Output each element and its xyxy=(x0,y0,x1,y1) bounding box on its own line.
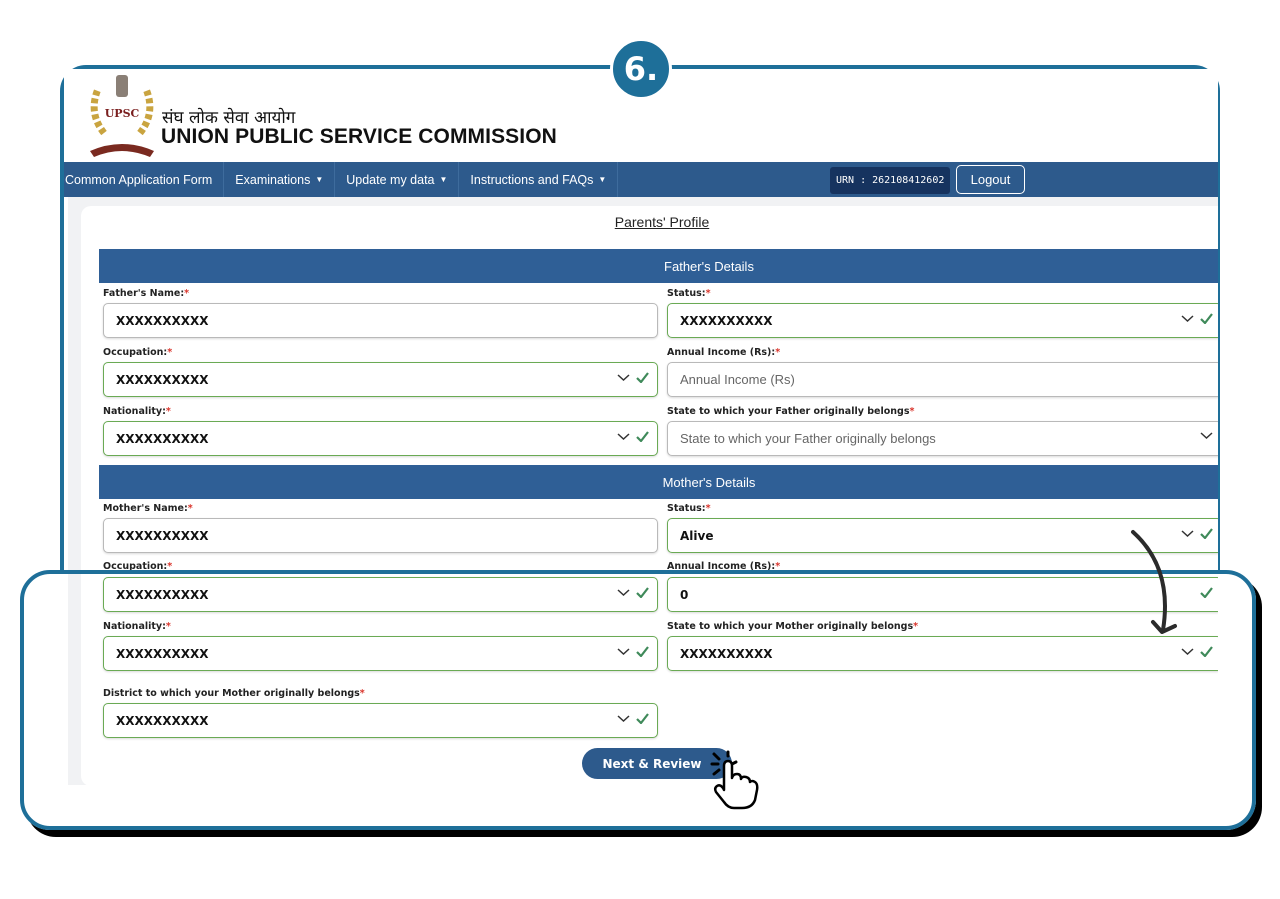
chevron-down-icon xyxy=(617,588,630,597)
father-details-heading: Father's Details xyxy=(99,249,1218,283)
upsc-page xyxy=(64,69,1218,785)
mother-status-select[interactable]: Alive xyxy=(667,518,1218,553)
chevron-down-icon xyxy=(617,647,630,656)
father-occupation-select[interactable]: XXXXXXXXXX xyxy=(103,362,658,397)
mother-status-label: Status:* xyxy=(667,503,711,514)
main-navbar xyxy=(64,162,1218,197)
upsc-emblem-logo xyxy=(84,73,160,161)
step-number-badge: 6. xyxy=(610,38,672,100)
logout-button[interactable]: Logout xyxy=(956,165,1025,194)
valid-check-icon xyxy=(1200,587,1213,598)
mother-occupation-label: Occupation:* xyxy=(103,561,173,572)
father-nationality-label: Nationality:* xyxy=(103,406,171,417)
urn-badge: URN : 262108412602 xyxy=(830,167,950,194)
valid-check-icon xyxy=(1200,646,1213,657)
mother-annual-income-input[interactable]: 0 xyxy=(667,577,1218,612)
pointer-hand-icon xyxy=(706,750,762,812)
mother-state-label: State to which your Mother originally belongs* xyxy=(667,621,919,632)
nav-examinations[interactable]: Examinations ▼ xyxy=(224,162,335,197)
chevron-down-icon xyxy=(617,714,630,723)
nav-instructions-faqs[interactable]: Instructions and FAQs ▼ xyxy=(459,162,618,197)
valid-check-icon xyxy=(1200,528,1213,539)
valid-check-icon xyxy=(1200,313,1213,324)
mother-nationality-label: Nationality:* xyxy=(103,621,171,632)
valid-check-icon xyxy=(636,372,649,383)
parents-profile-title: Parents' Profile xyxy=(614,214,710,230)
caret-down-icon: ▼ xyxy=(598,175,607,184)
mother-name-input[interactable]: XXXXXXXXXX xyxy=(103,518,658,553)
chevron-down-icon xyxy=(1200,431,1213,440)
father-nationality-select[interactable]: XXXXXXXXXX xyxy=(103,421,658,456)
mother-state-select[interactable]: XXXXXXXXXX xyxy=(667,636,1218,671)
father-name-label: Father's Name:* xyxy=(103,288,190,299)
mother-district-label: District to which your Mother originally belongs* xyxy=(103,688,365,699)
chevron-down-icon xyxy=(617,373,630,382)
caret-down-icon: ▼ xyxy=(439,175,448,184)
father-income-label: Annual Income (Rs):* xyxy=(667,347,781,358)
father-annual-income-input[interactable]: Annual Income (Rs) xyxy=(667,362,1218,397)
hindi-org-name: संघ लोक सेवा आयोग xyxy=(162,108,296,128)
mother-district-select[interactable]: XXXXXXXXXX xyxy=(103,703,658,738)
nav-update-my-data[interactable]: Update my data ▼ xyxy=(335,162,459,197)
curved-arrow-annotation xyxy=(1125,528,1185,643)
father-status-select[interactable]: XXXXXXXXXX xyxy=(667,303,1218,338)
english-org-name: UNION PUBLIC SERVICE COMMISSION xyxy=(161,125,557,148)
father-status-label: Status:* xyxy=(667,288,711,299)
mother-details-heading: Mother's Details xyxy=(99,465,1218,499)
father-name-input[interactable]: XXXXXXXXXX xyxy=(103,303,658,338)
valid-check-icon xyxy=(636,646,649,657)
valid-check-icon xyxy=(636,713,649,724)
next-review-button[interactable]: Next & Review xyxy=(582,748,732,779)
father-occupation-label: Occupation:* xyxy=(103,347,173,358)
mother-name-label: Mother's Name:* xyxy=(103,503,193,514)
valid-check-icon xyxy=(636,587,649,598)
father-state-label: State to which your Father originally belongs* xyxy=(667,406,915,417)
nav-common-application-form[interactable]: Common Application Form xyxy=(64,162,224,197)
chevron-down-icon xyxy=(1181,647,1194,656)
mother-nationality-select[interactable]: XXXXXXXXXX xyxy=(103,636,658,671)
chevron-down-icon xyxy=(617,432,630,441)
svg-text:UPSC: UPSC xyxy=(104,107,140,120)
caret-down-icon: ▼ xyxy=(315,175,324,184)
mother-occupation-select[interactable]: XXXXXXXXXX xyxy=(103,577,658,612)
chevron-down-icon xyxy=(1181,314,1194,323)
mother-income-label: Annual Income (Rs):* xyxy=(667,561,781,572)
valid-check-icon xyxy=(636,431,649,442)
father-state-select[interactable]: State to which your Father originally belongs xyxy=(667,421,1218,456)
